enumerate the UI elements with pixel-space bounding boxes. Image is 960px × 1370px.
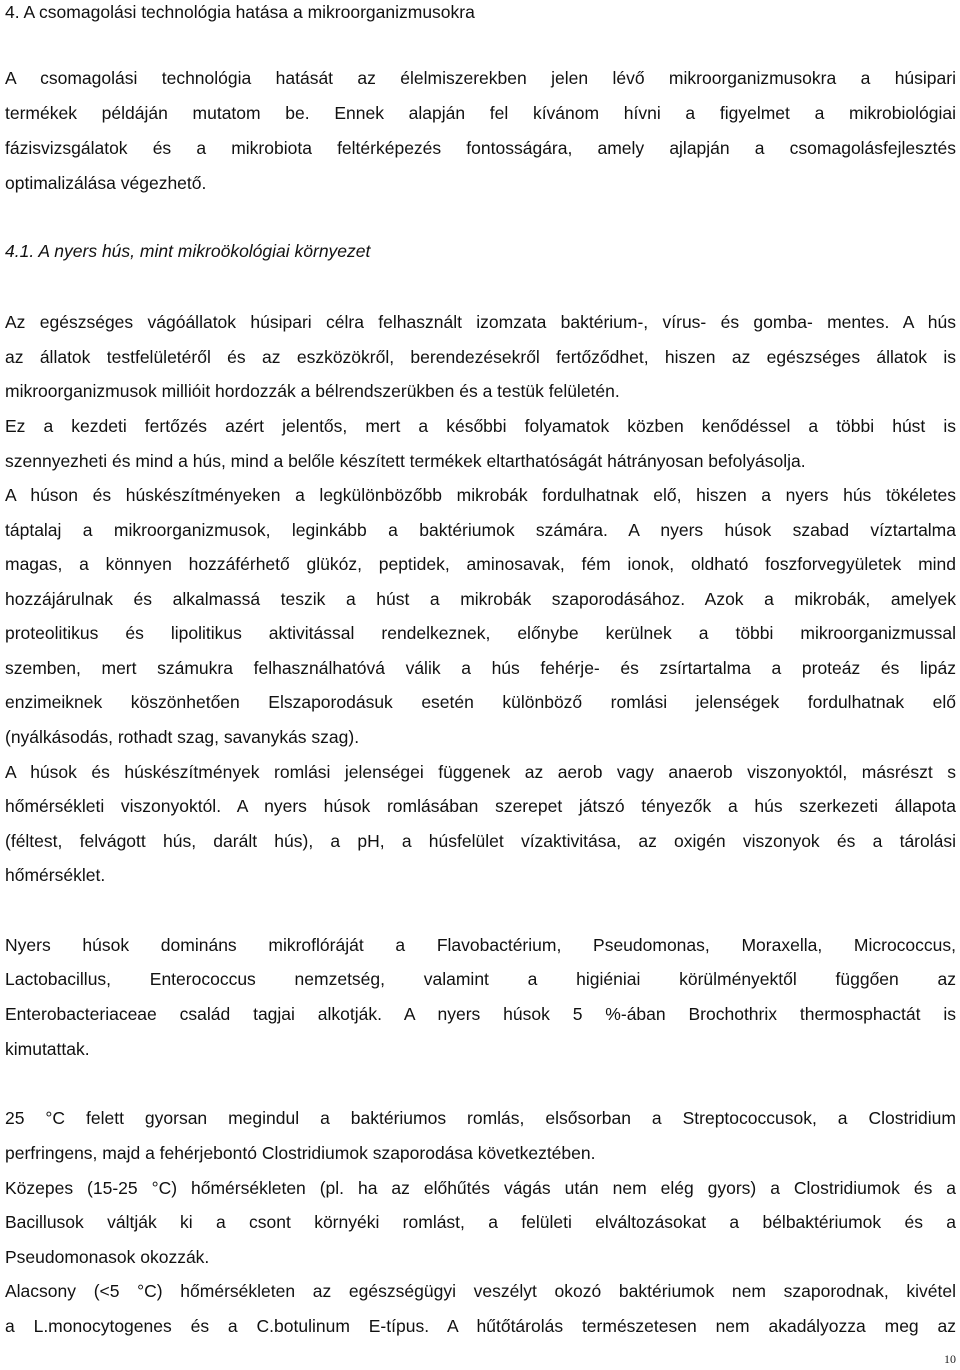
text-line: enzimeiknek köszönhetően Elszaporodásuk esetén különböző romlási jelenségek fordulhatnak elő: [5, 692, 956, 712]
text-line: Ez a kezdeti fertőzés azért jelentős, mert a későbbi folyamatok közben kenődéssel a többi húst is: [5, 416, 956, 436]
text-line: hozzájárulnak és alkalmassá teszik a húst a mikrobák szaporodásához. Azok a mikrobák, amelyek: [5, 589, 956, 609]
text-line: fázisvizsgálatok és a mikrobiota feltérképezés fontosságára, amely ajlapján a csomagolásfejlesztés: [5, 138, 956, 158]
section-title: 4. A csomagolási technológia hatása a mikroorganizmusokra: [5, 2, 475, 22]
text-line: magas, a könnyen hozzáférhető glükóz, peptidek, aminosavak, fém ionok, oldható foszforvegyületek mind: [5, 554, 956, 574]
text-line: Enterobacteriaceae család tagjai alkotják. A nyers húsok 5 %-ában Brochothrix thermosphactát is: [5, 1004, 956, 1024]
text-line: kimutattak.: [5, 1039, 90, 1059]
subsection-title: 4.1. A nyers hús, mint mikroökológiai környezet: [5, 241, 371, 261]
text-line: termékek példáján mutatom be. Ennek alapján fel kívánom hívni a figyelmet a mikrobiológiai: [5, 103, 956, 123]
text-line: A húsok és húskészítmények romlási jelenségei függenek az aerob vagy anaerob viszonyoktól, másrészt s: [5, 762, 956, 782]
text-line: az állatok testfelületéről és az eszközökről, berendezésekről fertőződhet, hiszen az egészséges állatok is: [5, 347, 956, 367]
text-line: hőmérsékleti viszonyoktól. A nyers húsok romlásában szerepet játszó tényezők a hús szerkezeti állapota: [5, 796, 956, 816]
text-line: Alacsony (<5 °C) hőmérsékleten az egészségügyi veszélyt okozó baktériumok nem szaporodnak, kivétel: [5, 1281, 956, 1301]
text-line: Az egészséges vágóállatok húsipari célra felhasznált izomzata baktérium-, vírus- és gomba- mentes. A hús: [5, 312, 956, 332]
page-number: 10: [944, 1352, 956, 1366]
text-line: perfringens, majd a fehérjebontó Clostridiumok szaporodása következtében.: [5, 1143, 596, 1163]
text-line: mikroorganizmusok millióit hordozzák a bélrendszerükben és a testük felületén.: [5, 381, 620, 401]
text-line: táptalaj a mikroorganizmusok, leginkább a baktériumok számára. A nyers húsok szabad víztartalma: [5, 520, 956, 540]
text-line: A csomagolási technológia hatását az élelmiszerekben jelen lévő mikroorganizmusokra a húsipari: [5, 68, 956, 88]
text-line: Lactobacillus, Enterococcus nemzetség, valamint a higiéniai körülményektől függően az: [5, 969, 956, 989]
text-line: Pseudomonasok okozzák.: [5, 1247, 210, 1267]
text-line: hőmérséklet.: [5, 865, 106, 885]
text-line: szennyezheti és mind a hús, mind a belőle készített termékek eltarthatóságát hátrányosan befolyásolja.: [5, 451, 806, 471]
text-line: optimalizálása végezhető.: [5, 173, 207, 193]
text-line: szemben, mert számukra felhasználhatóvá válik a hús fehérje- és zsírtartalma a proteáz és lipáz: [5, 658, 956, 678]
text-line: Bacillusok váltják ki a csont környéki romlást, a felületi elváltozásokat a bélbaktériumok és a: [5, 1212, 956, 1232]
text-line: 25 °C felett gyorsan megindul a baktériumos romlás, elsősorban a Streptococcusok, a Clostridium: [5, 1108, 956, 1128]
text-line: (nyálkásodás, rothadt szag, savanykás szag).: [5, 727, 360, 747]
text-line: A húson és húskészítményeken a legkülönbözőbb mikrobák fordulhatnak elő, hiszen a nyers hús tökéletes: [5, 485, 956, 505]
text-line: Közepes (15-25 °C) hőmérsékleten (pl. ha az előhűtés vágás után nem elég gyors) a Clostridiumok és a: [5, 1178, 956, 1198]
text-line: Nyers húsok domináns mikroflóráját a Flavobactérium, Pseudomonas, Moraxella, Micrococcus,: [5, 935, 956, 955]
text-line: proteolitikus és lipolitikus aktivitással rendelkeznek, előnybe kerülnek a többi mikroorganizmussal: [5, 623, 956, 643]
text-line: (féltest, felvágott hús, darált hús), a pH, a húsfelület vízaktivitása, az oxigén viszonyok és a tárolási: [5, 831, 956, 851]
text-line: a L.monocytogenes és a C.botulinum E-típus. A hűtőtárolás természetesen nem akadályozza meg az: [5, 1316, 956, 1336]
